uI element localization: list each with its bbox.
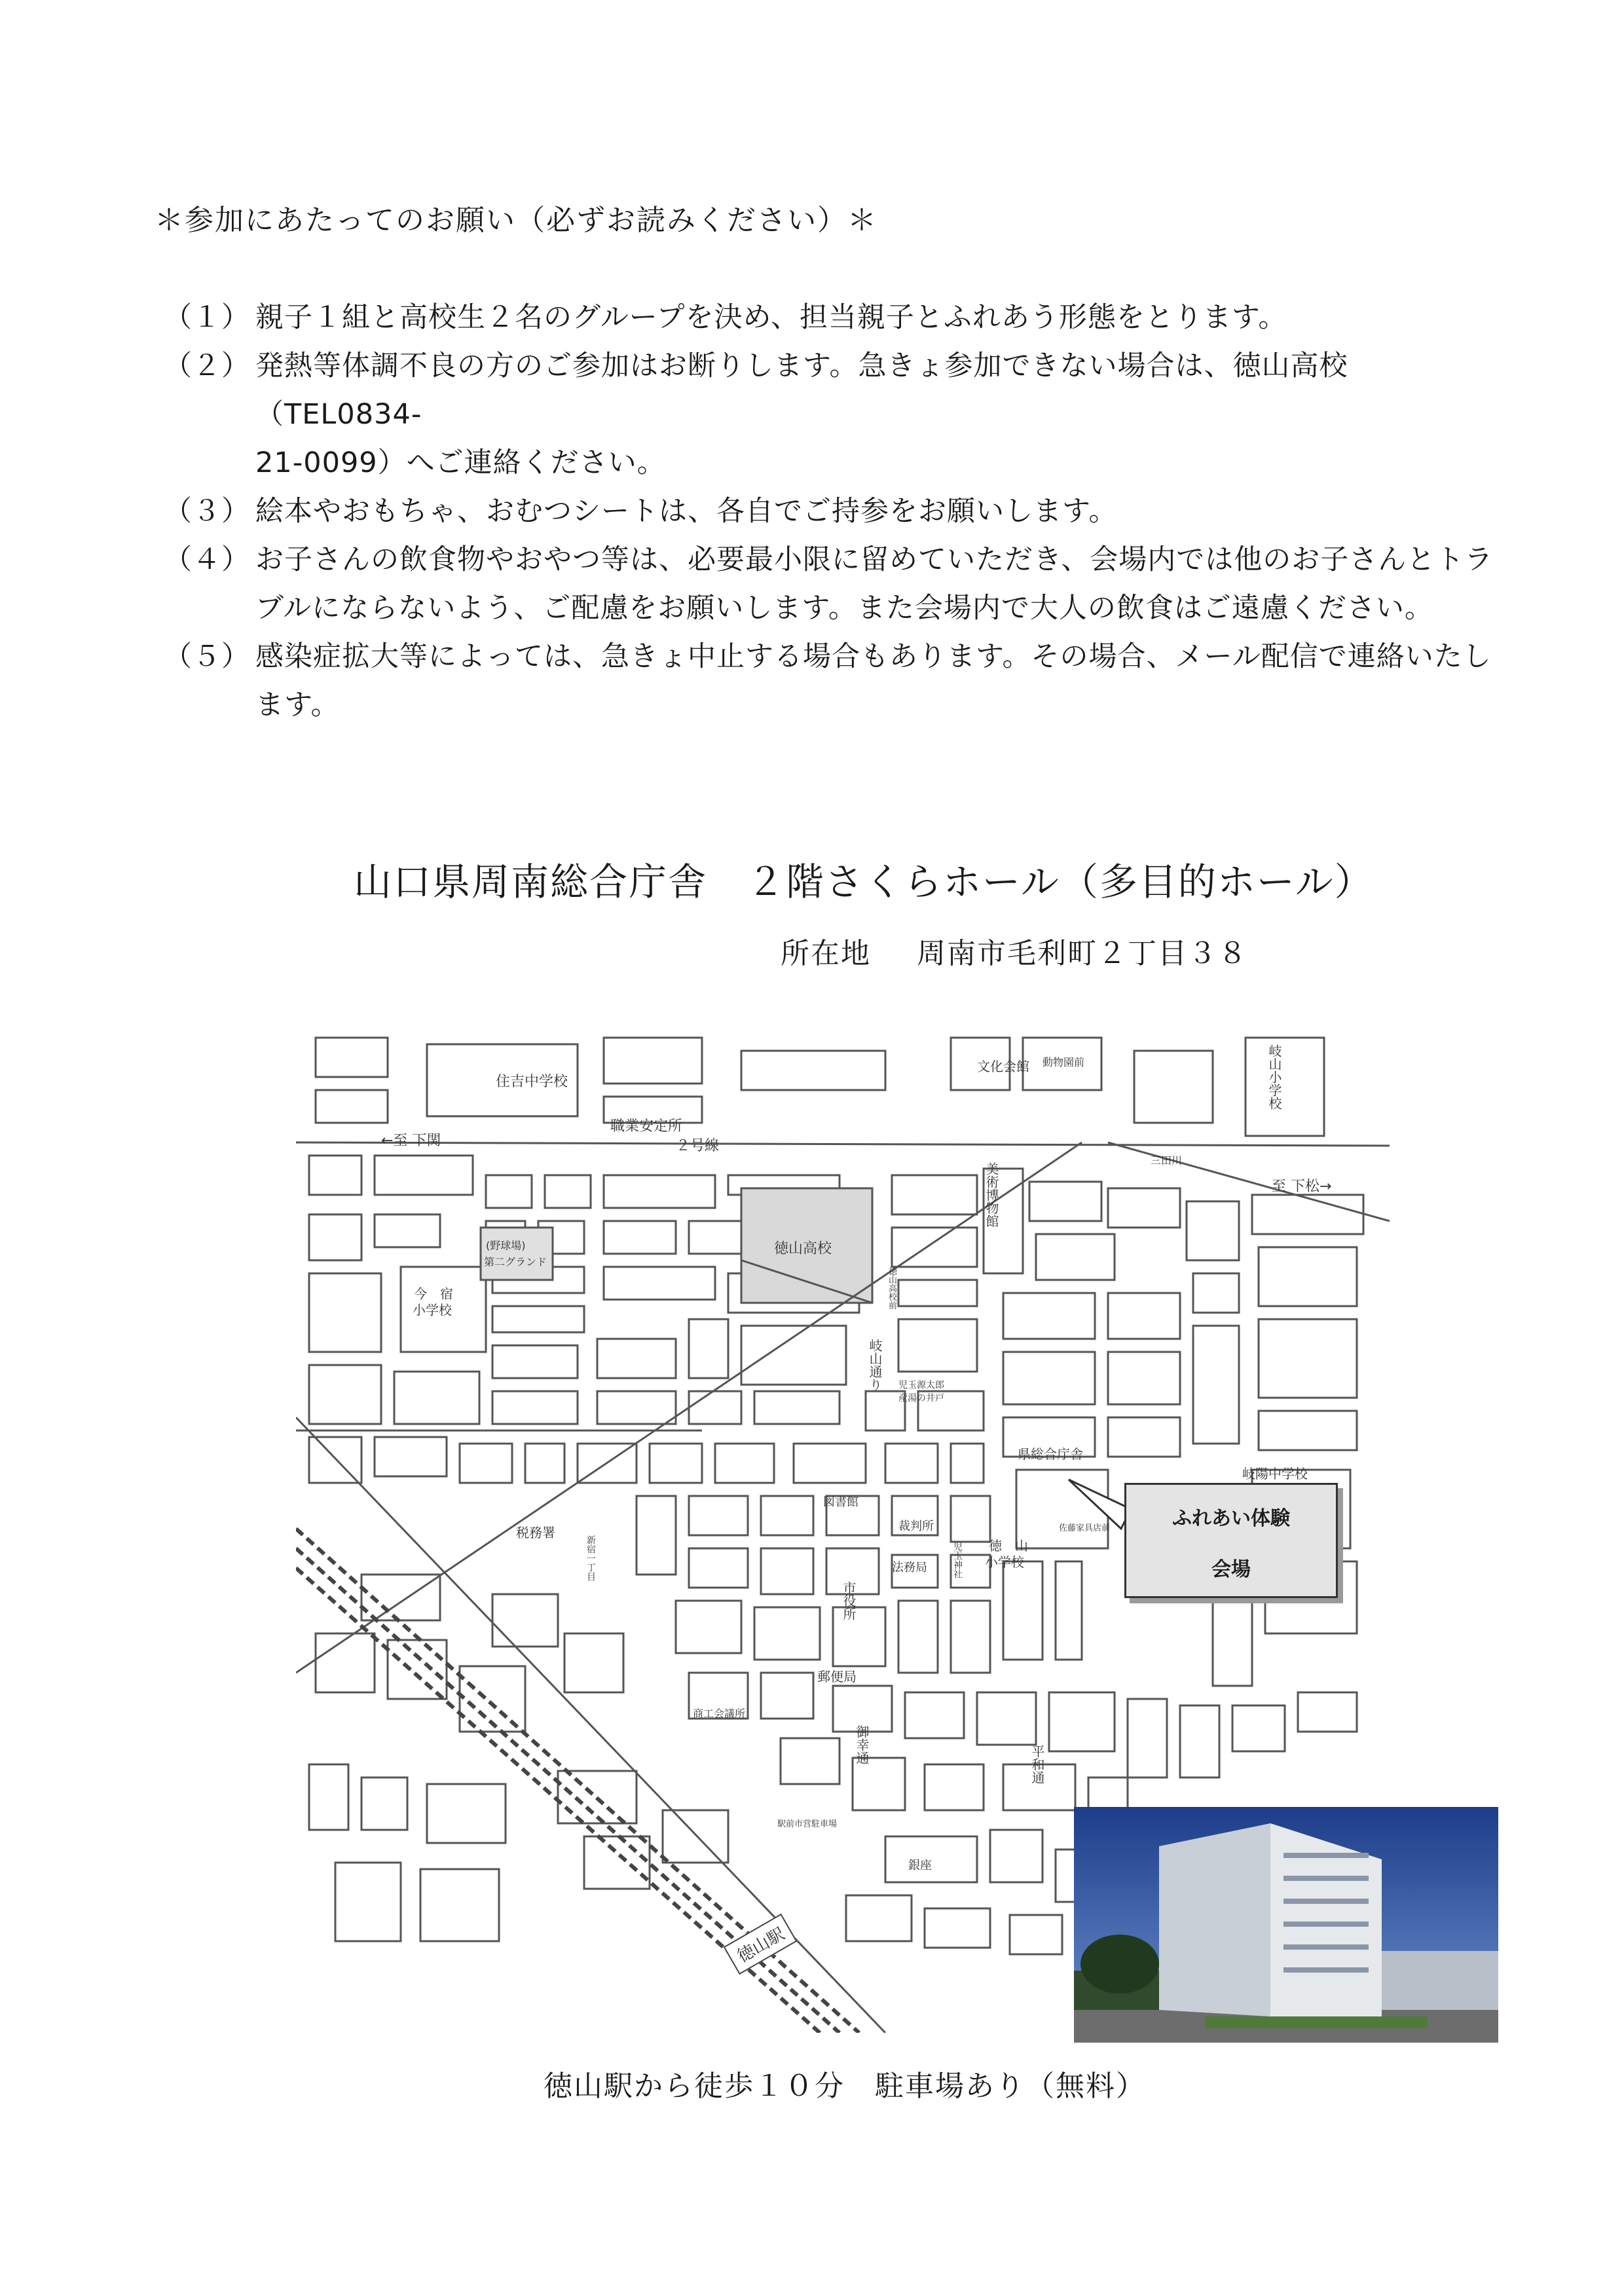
notice-item-4 xyxy=(164,536,1513,632)
building-photo-image xyxy=(1074,1807,1498,2043)
venue-address xyxy=(781,930,1248,972)
map-label-tokuyama-koko: 徳山高校 xyxy=(774,1241,832,1257)
item-number: （３） xyxy=(164,495,250,528)
map-label-sumiyoshi: 住吉中学校 xyxy=(496,1074,568,1090)
map-label-heiwa: 平和通 xyxy=(1029,1745,1045,1784)
item-text-cont: 21-0099）へご連絡ください。 xyxy=(255,446,666,479)
item-number: （２） xyxy=(164,350,250,382)
building-photo xyxy=(1074,1807,1498,2043)
map-label-bijutsu: 美術博物館 xyxy=(984,1162,999,1228)
map-label-kodama-jinja: 児玉神社 xyxy=(952,1542,963,1578)
map-label-homukyoku: 法務局 xyxy=(892,1561,927,1575)
map-label-ekimae-parking: 駅前市営駐車場 xyxy=(777,1819,838,1829)
notice-item-1 xyxy=(164,293,1513,342)
callout-line2: 会場 xyxy=(1211,1558,1251,1581)
map-label-zeimusho: 税務署 xyxy=(516,1525,555,1540)
map-label-kiyo: 岐陽中学校 xyxy=(1242,1466,1308,1482)
map-label-tokuyama-sho2: 小学校 xyxy=(985,1554,1024,1570)
access-info: 徳山駅から徒歩１０分 駐車場あり（無料） xyxy=(544,2069,1146,2103)
notice-item-3 xyxy=(164,487,1513,536)
map-label-bunka: 文化会館 xyxy=(977,1059,1029,1074)
map-label-doubutsu: 動物園前 xyxy=(1043,1056,1085,1068)
item-number: （５） xyxy=(164,640,250,673)
item-text-cont: ブルにならないよう、ご配慮をお願いします。また会場内で大人の飲食はご遠慮ください。 xyxy=(255,592,1433,625)
map-label-ginza: 銀座 xyxy=(908,1859,932,1872)
map-label-route2: ２号線 xyxy=(676,1138,720,1154)
venue-callout xyxy=(1124,1483,1338,1598)
address-value: 周南市毛利町２丁目３８ xyxy=(917,937,1248,970)
venue-title: 山口県周南総合庁舎 ２階さくらホール（多目的ホール） xyxy=(354,860,1374,904)
item-text: 絵本やおもちゃ、おむつシートは、各自でご持参をお願いします。 xyxy=(255,495,1118,528)
map-label-yakyujo: (野球場) xyxy=(486,1239,526,1252)
map-label-koko-mae: 徳山高校前 xyxy=(887,1267,896,1309)
map-label-daini-ground: 第二グランド xyxy=(484,1256,547,1268)
map-label-kensogo: 県総合庁舎 xyxy=(1018,1446,1083,1462)
map-label-shokugyo: 職業安定所 xyxy=(610,1118,683,1135)
map-label-imashuku-school: 小学校 xyxy=(413,1302,452,1318)
map-label-toshokan: 図書館 xyxy=(823,1495,858,1509)
notice-list xyxy=(164,293,1513,729)
map-label-sato-kagu: 佐藤家具店前 xyxy=(1059,1523,1111,1533)
map-label-shimonoseki: ←至 下関 xyxy=(381,1133,441,1149)
item-number: （４） xyxy=(164,543,250,576)
map-label-shoko: 商工会議所 xyxy=(693,1707,746,1720)
map-label-kudamatsu: 至 下松→ xyxy=(1272,1178,1332,1195)
map-label-tokuyama-station: 徳山駅 xyxy=(724,1914,798,1975)
notice-item-5 xyxy=(164,632,1513,729)
map-label-gisan-dori: 岐山通り xyxy=(867,1339,883,1391)
item-text: お子さんの飲食物やおやつ等は、必要最小限に留めていただき、会場内では他のお子さんとトラ xyxy=(255,543,1494,576)
map-label-mitagawa: 三田川 xyxy=(1151,1154,1183,1167)
map-label-saibansho: 裁判所 xyxy=(898,1520,934,1533)
item-text: 親子１組と高校生２名のグループを決め、担当親子とふれあう形態をとります。 xyxy=(255,301,1287,334)
map-label-gisan: 岐山小学校 xyxy=(1266,1044,1282,1110)
map-label-tokuyama-sho: 徳 山 xyxy=(989,1538,1028,1554)
map-label-shiyakusho: 市役所 xyxy=(841,1581,857,1620)
map-label-kodama: 児玉源太郎 xyxy=(898,1380,944,1391)
map-label-imashuku: 今 宿 xyxy=(414,1286,453,1302)
map-label-ubuyu: 産湯の井戸 xyxy=(898,1393,944,1404)
notice-item-2 xyxy=(164,342,1513,487)
item-text-cont: ます。 xyxy=(255,689,340,721)
item-text: 発熱等体調不良の方のご参加はお断りします。急きょ参加できない場合は、徳山高校（TEL0834- xyxy=(255,350,1348,431)
map-label-yubinkyoku: 郵便局 xyxy=(817,1669,857,1685)
map-label-shinjuku: 新宿一丁目 xyxy=(585,1535,596,1581)
address-label: 所在地 xyxy=(781,937,871,970)
notice-heading: ＊参加にあたってのお願い（必ずお読みください）＊ xyxy=(155,204,877,237)
callout-line1: ふれあい体験 xyxy=(1172,1507,1290,1530)
item-number: （１） xyxy=(164,301,250,334)
item-text: 感染症拡大等によっては、急きょ中止する場合もあります。その場合、メール配信で連絡いたし xyxy=(255,640,1492,673)
map-label-miyuki: 御幸通 xyxy=(854,1725,870,1764)
